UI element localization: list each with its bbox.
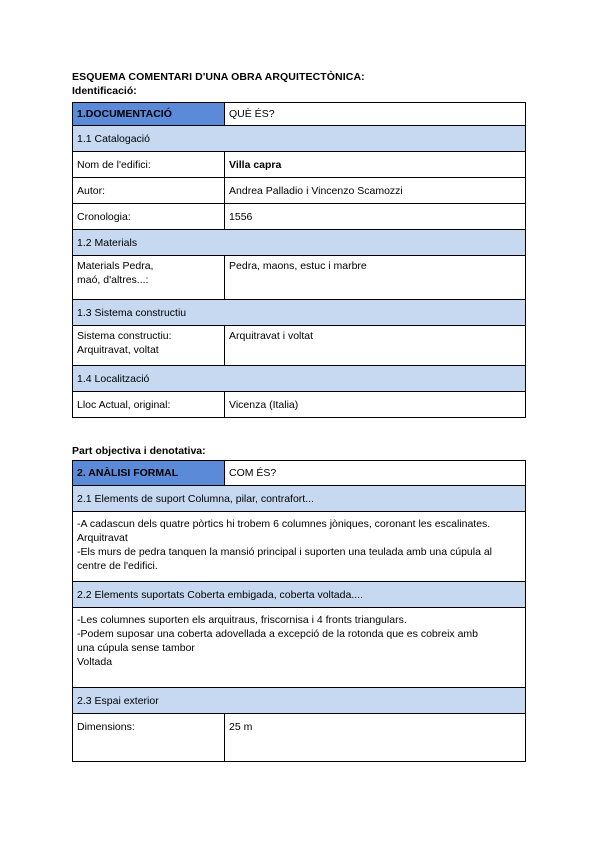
que-es-header: QUÈ ÉS? xyxy=(225,103,526,126)
part-objectiva-heading: Part objectiva i denotativa: xyxy=(72,445,206,457)
materials-label-line: Materials Pedra, xyxy=(77,260,154,272)
section-elements-suportats: 2.2 Elements suportats Coberta embigada, coberta voltada.... xyxy=(73,582,526,608)
materials-value: Pedra, maons, estuc i marbre xyxy=(225,256,526,300)
lloc-value: Vicenza (Italia) xyxy=(225,392,526,418)
section-espai-exterior: 2.3 Espai exterior xyxy=(73,688,526,714)
cronologia-label: Cronologia: xyxy=(73,204,225,230)
text-line: una cúpula sense tambor xyxy=(77,642,195,654)
documentacio-header: 1.DOCUMENTACIÓ xyxy=(73,103,225,126)
materials-label-line: maó, d'altres...: xyxy=(77,274,149,286)
elements-suportats-text xyxy=(73,608,526,688)
section-materials: 1.2 Materials xyxy=(73,230,526,256)
analisi-formal-header: 2. ANÀLISI FORMAL xyxy=(73,461,225,486)
documentacio-table xyxy=(72,102,526,418)
section-localitzacio: 1.4 Localització xyxy=(73,366,526,392)
text-line: -Les columnes suporten els arquitraus, friscornisa i 4 fronts triangulars. xyxy=(77,614,407,626)
sistema-value: Arquitravat i voltat xyxy=(225,326,526,366)
analisi-formal-table xyxy=(72,460,526,762)
dimensions-label: Dimensions: xyxy=(73,714,225,762)
document-title: ESQUEMA COMENTARI D'UNA OBRA ARQUITECTÒNICA: xyxy=(72,71,365,83)
identificacio-heading: Identificació: xyxy=(72,85,137,97)
com-es-header: COM ÉS? xyxy=(225,461,526,486)
section-sistema: 1.3 Sistema constructiu xyxy=(73,300,526,326)
nom-label: Nom de l'edifici: xyxy=(73,152,225,178)
elements-suport-text xyxy=(73,512,526,582)
text-line: -Els murs de pedra tanquen la mansió principal i suporten una teulada amb una cúpula al xyxy=(77,546,493,558)
cronologia-value: 1556 xyxy=(225,204,526,230)
text-line: Voltada xyxy=(77,656,113,668)
autor-label: Autor: xyxy=(73,178,225,204)
sistema-label-line: Sistema constructiu: xyxy=(77,330,172,342)
text-line: -Podem suposar una coberta adovellada a excepció de la rotonda que es cobreix amb xyxy=(77,628,479,640)
text-line: Arquitravat xyxy=(77,532,128,544)
autor-value: Andrea Palladio i Vincenzo Scamozzi xyxy=(225,178,526,204)
section-elements-suport: 2.1 Elements de suport Columna, pilar, contrafort... xyxy=(73,486,526,512)
sistema-label xyxy=(73,326,225,366)
nom-value: Villa capra xyxy=(225,152,526,178)
text-line: centre de l'edifici. xyxy=(77,560,158,572)
sistema-label-line: Arquitravat, voltat xyxy=(77,344,159,356)
text-line: -A cadascun dels quatre pòrtics hi trobem 6 columnes jòniques, coronant les escalinates. xyxy=(77,518,491,530)
dimensions-value: 25 m xyxy=(225,714,526,762)
section-catalogacio: 1.1 Catalogació xyxy=(73,126,526,152)
materials-label xyxy=(73,256,225,300)
lloc-label: Lloc Actual, original: xyxy=(73,392,225,418)
